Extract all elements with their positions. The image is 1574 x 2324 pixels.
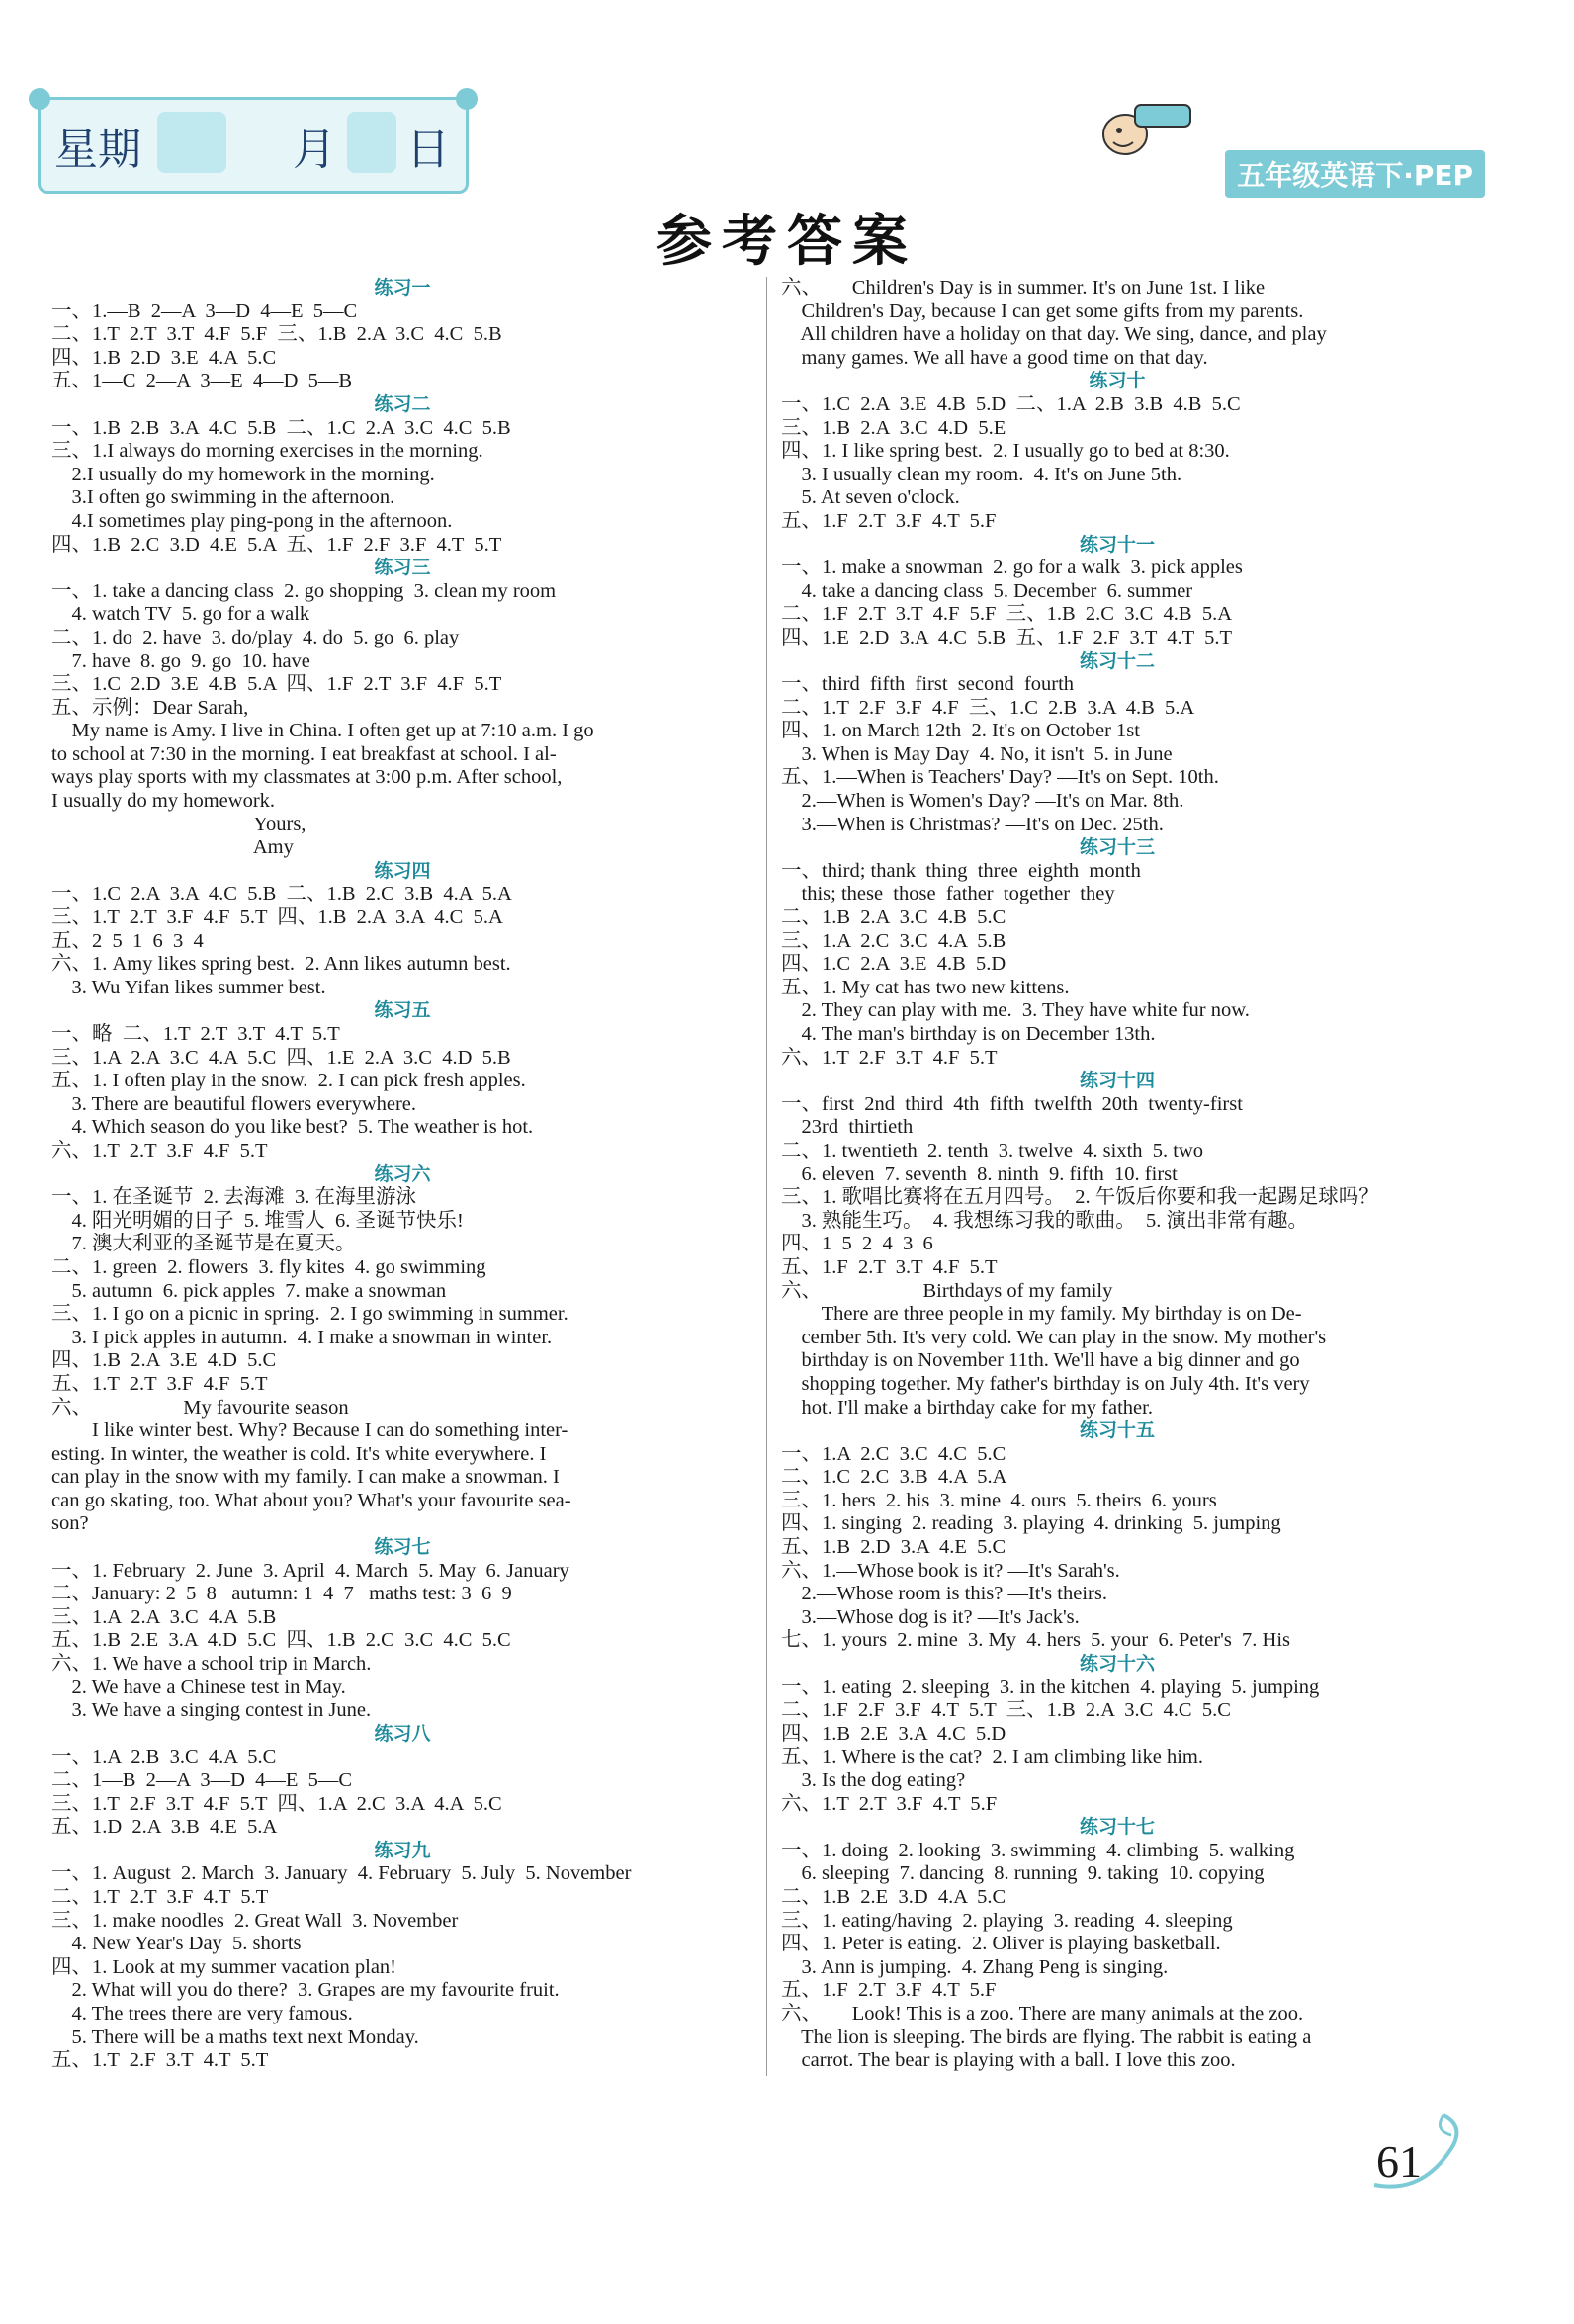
answer-line: ways play sports with my classmates at 3:00 p.m. After school, xyxy=(51,766,563,789)
answer-line: 三、1. hers 2. his 3. mine 4. ours 5. theirs 6. yours xyxy=(781,1489,1217,1511)
answer-line: Amy xyxy=(51,836,294,859)
answer-line: 4. New Year's Day 5. shorts xyxy=(51,1933,302,1955)
answer-line: 一、third; thank thing three eighth month xyxy=(781,859,1141,882)
answer-line: son? xyxy=(51,1512,89,1535)
answer-line: 2. We have a Chinese test in May. xyxy=(51,1676,346,1698)
answer-line: I usually do my homework. xyxy=(51,790,276,813)
answer-line: cember 5th. It's very cold. We can play in the snow. My mother's xyxy=(781,1326,1327,1348)
answer-line: 3. I usually clean my room. 4. It's on June 5th. xyxy=(781,463,1182,485)
answer-line: 三、1.A 2.A 3.C 4.A 5.B xyxy=(51,1605,277,1628)
date-header-box xyxy=(38,97,469,194)
answer-line: 六、1. Amy likes spring best. 2. Ann likes autumn best. xyxy=(51,953,511,976)
answer-line: 七、1. yours 2. mine 3. My 4. hers 5. your 6. Peter's 7. His xyxy=(781,1629,1291,1652)
answer-line: 三、1.I always do morning exercises in the morning. xyxy=(51,440,483,463)
answer-line: many games. We all have a good time on that day. xyxy=(781,346,1208,369)
answer-line: Children's Day, because I can get some gifts from my parents. xyxy=(781,300,1304,322)
answer-line: can play in the snow with my family. I can make a snowman. I xyxy=(51,1466,560,1489)
answer-line: 三、1.A 2.C 3.C 4.A 5.B xyxy=(781,929,1006,952)
answer-line: 六、 Children's Day is in summer. It's on June 1st. I like xyxy=(781,277,1266,299)
answer-line: 二、1.F 2.F 3.F 4.T 5.T 三、1.B 2.A 3.C 4.C 5.C xyxy=(781,1699,1231,1722)
answer-line: 六、1.T 2.F 3.T 4.F 5.T xyxy=(781,1046,998,1069)
answer-line: 六、 Birthdays of my family xyxy=(781,1279,1113,1302)
answer-line: 四、1. Look at my summer vacation plan! xyxy=(51,1955,396,1978)
answer-line: 二、1.C 2.C 3.B 4.A 5.A xyxy=(781,1466,1007,1489)
section-heading: 练习十一 xyxy=(1079,533,1155,556)
section-heading: 练习一 xyxy=(374,277,431,299)
answer-line: 4. take a dancing class 5. December 6. summer xyxy=(781,579,1193,602)
answer-line: 5. There will be a maths text next Monday. xyxy=(51,2025,419,2048)
answer-line: 五、1.T 2.T 3.F 4.F 5.T xyxy=(51,1372,268,1395)
section-heading: 练习十五 xyxy=(1079,1420,1155,1442)
answer-line: 6. eleven 7. seventh 8. ninth 9. fifth 10. first xyxy=(781,1162,1178,1185)
page-title: 参考答案 xyxy=(656,210,918,274)
answer-line: 三、1. I go on a picnic in spring. 2. I go swimming in summer. xyxy=(51,1303,568,1326)
answer-line: 六、 My favourite season xyxy=(51,1396,349,1419)
answer-line: 4. Which season do you like best? 5. The weather is hot. xyxy=(51,1116,534,1139)
section-heading: 练习六 xyxy=(374,1162,431,1185)
answer-line: 一、1.A 2.B 3.C 4.A 5.C xyxy=(51,1746,277,1768)
answer-line: 四、1. on March 12th 2. It's on October 1st xyxy=(781,720,1140,742)
answer-line: 4. watch TV 5. go for a walk xyxy=(51,603,310,626)
answer-line: 一、1. eating 2. sleeping 3. in the kitchen 4. playing 5. jumping xyxy=(781,1676,1320,1698)
answer-line: 3. Ann is jumping. 4. Zhang Peng is singing. xyxy=(781,1955,1169,1978)
answer-line: 2.I usually do my homework in the morning. xyxy=(51,463,435,485)
answer-line: All children have a holiday on that day. We sing, dance, and play xyxy=(781,323,1327,346)
answer-line: 五、1.F 2.T 3.F 4.T 5.F xyxy=(781,1979,997,2002)
answer-line: 四、1 5 2 4 3 6 xyxy=(781,1233,933,1255)
answer-line: 三、1. eating/having 2. playing 3. reading 4. sleeping xyxy=(781,1909,1233,1932)
answer-line: Yours, xyxy=(51,813,306,835)
answer-line: 7. have 8. go 9. go 10. have xyxy=(51,649,310,672)
weekday-label: 星期 xyxy=(54,125,141,175)
answer-line: 二、1. twentieth 2. tenth 3. twelve 4. sixth 5. two xyxy=(781,1139,1204,1162)
section-heading: 练习十七 xyxy=(1079,1816,1155,1839)
answer-line: 四、1. Peter is eating. 2. Oliver is playing basketball. xyxy=(781,1933,1221,1955)
answer-line: 三、1.T 2.T 3.F 4.F 5.T 四、1.B 2.A 3.A 4.C 5.A xyxy=(51,906,503,929)
answer-line: 2. What will you do there? 3. Grapes are my favourite fruit. xyxy=(51,1979,560,2002)
day-slot xyxy=(347,112,396,173)
answer-line: shopping together. My father's birthday is on July 4th. It's very xyxy=(781,1372,1310,1395)
answer-line: 3.—When is Christmas? —It's on Dec. 25th. xyxy=(781,813,1164,835)
answer-line: 3. There are beautiful flowers everywhere. xyxy=(51,1092,417,1115)
answer-line: There are three people in my family. My birthday is on De- xyxy=(781,1303,1302,1326)
answer-line: 三、1.A 2.A 3.C 4.A 5.C 四、1.E 2.A 3.C 4.D 5.B xyxy=(51,1046,511,1069)
answer-line: 五、2 5 1 6 3 4 xyxy=(51,929,204,952)
answer-line: 二、January: 2 5 8 autumn: 1 4 7 maths test: 3 6 9 xyxy=(51,1583,512,1605)
answer-line: 三、1.T 2.F 3.T 4.F 5.T 四、1.A 2.C 3.A 4.A 5.C xyxy=(51,1792,502,1815)
answer-line: 五、1.—When is Teachers' Day? —It's on Sept. 10th. xyxy=(781,766,1219,789)
day-label: 日 xyxy=(406,125,450,175)
answer-line: 3. Is the dog eating? xyxy=(781,1769,966,1791)
section-heading: 练习十六 xyxy=(1079,1653,1155,1676)
answer-line: 四、1.B 2.E 3.A 4.C 5.D xyxy=(781,1722,1006,1745)
answer-line: 五、1.F 2.T 3.T 4.F 5.T xyxy=(781,1255,998,1278)
answer-line: 3.—Whose dog is it? —It's Jack's. xyxy=(781,1605,1080,1628)
answer-line: 二、1.F 2.T 3.T 4.F 5.F 三、1.B 2.C 3.C 4.B 5.A xyxy=(781,603,1233,626)
answer-line: The lion is sleeping. The birds are flying. The rabbit is eating a xyxy=(781,2025,1312,2048)
answer-line: carrot. The bear is playing with a ball. I love this zoo. xyxy=(781,2049,1236,2072)
answer-line: 二、1.T 2.T 3.T 4.F 5.F 三、1.B 2.A 3.C 4.C 5.B xyxy=(51,323,502,346)
answer-line: 五、1. Where is the cat? 2. I am climbing like him. xyxy=(781,1746,1203,1768)
answer-line: 三、1. make noodles 2. Great Wall 3. November xyxy=(51,1909,459,1932)
answer-line: hot. I'll make a birthday cake for my father. xyxy=(781,1396,1153,1419)
answer-line: 3. Wu Yifan likes summer best. xyxy=(51,976,326,998)
answer-line: 3. When is May Day 4. No, it isn't 5. in June xyxy=(781,742,1173,765)
section-heading: 练习三 xyxy=(374,557,431,579)
answer-line: 一、1.C 2.A 3.E 4.B 5.D 二、1.A 2.B 3.B 4.B 5.C xyxy=(781,392,1241,415)
section-heading: 练习九 xyxy=(374,1839,431,1861)
answer-line: 四、1. I like spring best. 2. I usually go to bed at 8:30. xyxy=(781,440,1230,463)
answer-line: 五、1.F 2.T 3.F 4.T 5.F xyxy=(781,509,997,532)
answer-line: 五、1.B 2.D 3.A 4.E 5.C xyxy=(781,1536,1006,1559)
answer-line: 4.I sometimes play ping-pong in the afternoon. xyxy=(51,509,453,532)
answer-line: 六、 Look! This is a zoo. There are many animals at the zoo. xyxy=(781,2002,1304,2024)
answer-line: this; these those father together they xyxy=(781,883,1115,905)
right-answer-column xyxy=(781,277,1453,2073)
answer-line: 六、1.T 2.T 3.F 4.T 5.F xyxy=(781,1792,998,1815)
answer-line: 二、1.B 2.A 3.C 4.B 5.C xyxy=(781,906,1006,929)
answer-line: 4. 阳光明媚的日子 5. 堆雪人 6. 圣诞节快乐! xyxy=(51,1209,464,1232)
answer-line: 四、1.B 2.A 3.E 4.D 5.C xyxy=(51,1349,277,1372)
answer-line: 一、1.—B 2—A 3—D 4—E 5—C xyxy=(51,300,358,322)
answer-line: 四、1.B 2.C 3.D 4.E 5.A 五、1.F 2.F 3.F 4.T 5.T xyxy=(51,533,502,556)
answer-line: 一、1.C 2.A 3.A 4.C 5.B 二、1.B 2.C 3.B 4.A 5.A xyxy=(51,883,512,905)
answer-line: to school at 7:30 in the morning. I eat breakfast at school. I al- xyxy=(51,742,557,765)
answer-line: 四、1.C 2.A 3.E 4.B 5.D xyxy=(781,953,1006,976)
answer-line: 一、略 二、1.T 2.T 3.T 4.T 5.T xyxy=(51,1023,340,1045)
section-heading: 练习七 xyxy=(374,1536,431,1559)
answer-line: 六、1.—Whose book is it? —It's Sarah's. xyxy=(781,1559,1120,1582)
answer-line: 二、1. do 2. have 3. do/play 4. do 5. go 6. play xyxy=(51,626,460,648)
answer-line: 2.—When is Women's Day? —It's on Mar. 8th. xyxy=(781,790,1184,813)
answer-line: 7. 澳大利亚的圣诞节是在夏天。 xyxy=(51,1233,356,1255)
left-answer-column xyxy=(51,277,753,2073)
answer-line: 一、1. 在圣诞节 2. 去海滩 3. 在海里游泳 xyxy=(51,1186,416,1209)
answer-line: My name is Amy. I live in China. I often get up at 7:10 a.m. I go xyxy=(51,720,594,742)
answer-line: 二、1. green 2. flowers 3. fly kites 4. go swimming xyxy=(51,1255,486,1278)
answer-line: birthday is on November 11th. We'll have a big dinner and go xyxy=(781,1349,1300,1372)
answer-line: 五、1.D 2.A 3.B 4.E 5.A xyxy=(51,1816,278,1839)
corner-dot-icon xyxy=(29,88,50,110)
section-heading: 练习八 xyxy=(374,1722,431,1745)
month-label: 月 xyxy=(293,125,336,175)
answer-line: esting. In winter, the weather is cold. It's white everywhere. I xyxy=(51,1442,547,1465)
answer-line: 六、1. We have a school trip in March. xyxy=(51,1653,372,1676)
answer-line: 一、1. take a dancing class 2. go shopping 3. clean my room xyxy=(51,579,557,602)
answer-line: 3. I pick apples in autumn. 4. I make a snowman in winter. xyxy=(51,1326,553,1348)
answer-line: 五、1. I often play in the snow. 2. I can pick fresh apples. xyxy=(51,1070,526,1092)
weekday-slot xyxy=(157,112,226,173)
answer-line: 二、1.B 2.E 3.D 4.A 5.C xyxy=(781,1885,1006,1908)
section-heading: 练习二 xyxy=(374,392,431,415)
answer-line: 5. At seven o'clock. xyxy=(781,486,960,509)
answer-line: 6. sleeping 7. dancing 8. running 9. taking 10. copying xyxy=(781,1862,1265,1885)
answer-line: 二、1.T 2.T 3.F 4.T 5.T xyxy=(51,1885,269,1908)
answer-line: 五、1. My cat has two new kittens. xyxy=(781,976,1070,998)
answer-line: 5. autumn 6. pick apples 7. make a snowman xyxy=(51,1279,447,1302)
answer-line: 三、1.B 2.A 3.C 4.D 5.E xyxy=(781,416,1006,439)
answer-line: 四、1.B 2.D 3.E 4.A 5.C xyxy=(51,346,277,369)
answer-line: 3.I often go swimming in the afternoon. xyxy=(51,486,395,509)
section-heading: 练习四 xyxy=(374,859,431,882)
answer-line: 4. The man's birthday is on December 13th. xyxy=(781,1023,1156,1045)
answer-line: 一、1. doing 2. looking 3. swimming 4. climbing 5. walking xyxy=(781,1839,1295,1861)
answer-line: 23rd thirtieth xyxy=(781,1116,914,1139)
answer-line: 一、third fifth first second fourth xyxy=(781,673,1075,696)
answer-line: 三、1. 歌唱比赛将在五月四号。 2. 午饭后你要和我一起踢足球吗？ xyxy=(781,1186,1379,1209)
section-heading: 练习五 xyxy=(374,999,431,1022)
column-divider xyxy=(766,277,767,2076)
answer-line: 一、1. February 2. June 3. April 4. March 5. May 6. January xyxy=(51,1559,569,1582)
section-heading: 练习十 xyxy=(1089,370,1146,392)
answer-line: I like winter best. Why? Because I can do something inter- xyxy=(51,1420,568,1442)
answer-line: 六、1.T 2.T 3.F 4.F 5.T xyxy=(51,1139,268,1162)
answer-line: 4. The trees there are very famous. xyxy=(51,2002,353,2024)
answer-line: 四、1.E 2.D 3.A 4.C 5.B 五、1.F 2.F 3.T 4.T 5.T xyxy=(781,626,1232,648)
answer-line: 一、1. August 2. March 3. January 4. February 5. July 5. November xyxy=(51,1862,632,1885)
answer-line: 一、1. make a snowman 2. go for a walk 3. pick apples xyxy=(781,557,1243,579)
answer-line: 3. We have a singing contest in June. xyxy=(51,1699,372,1722)
answer-line: 二、1.T 2.F 3.F 4.F 三、1.C 2.B 3.A 4.B 5.A xyxy=(781,696,1195,719)
section-heading: 练习十三 xyxy=(1079,836,1155,859)
answer-line: 2. They can play with me. 3. They have white fur now. xyxy=(781,999,1250,1022)
answer-line: 五、1—C 2—A 3—E 4—D 5—B xyxy=(51,370,353,392)
answer-line: 2.—Whose room is this? —It's theirs. xyxy=(781,1583,1107,1605)
answer-line: 三、1.C 2.D 3.E 4.B 5.A 四、1.F 2.T 3.F 4.F 5.T xyxy=(51,673,502,696)
section-heading: 练习十四 xyxy=(1079,1070,1155,1092)
corner-dot-icon xyxy=(456,88,478,110)
grade-tag: 五年级英语下·PEP xyxy=(1225,150,1485,198)
page-number: 61 xyxy=(1376,2136,1422,2187)
answer-line: 一、1.A 2.C 3.C 4.C 5.C xyxy=(781,1442,1006,1465)
answer-line: can go skating, too. What about you? What's your favourite sea- xyxy=(51,1489,571,1511)
answer-line: 3. 熟能生巧。 4. 我想练习我的歌曲。 5. 演出非常有趣。 xyxy=(781,1209,1308,1232)
answer-line: 一、first 2nd third 4th fifth twelfth 20th twenty-first xyxy=(781,1092,1243,1115)
mascot-icon xyxy=(1095,97,1194,162)
answer-line: 五、1.B 2.E 3.A 4.D 5.C 四、1.B 2.C 3.C 4.C 5.C xyxy=(51,1629,511,1652)
section-heading: 练习十二 xyxy=(1079,649,1155,672)
answer-line: 二、1—B 2—A 3—D 4—E 5—C xyxy=(51,1769,353,1791)
answer-line: 四、1. singing 2. reading 3. playing 4. drinking 5. jumping xyxy=(781,1512,1281,1535)
answer-line: 一、1.B 2.B 3.A 4.C 5.B 二、1.C 2.A 3.C 4.C 5.B xyxy=(51,416,511,439)
answer-line: 五、示例：Dear Sarah, xyxy=(51,696,249,719)
answer-line: 五、1.T 2.F 3.T 4.T 5.T xyxy=(51,2049,269,2072)
